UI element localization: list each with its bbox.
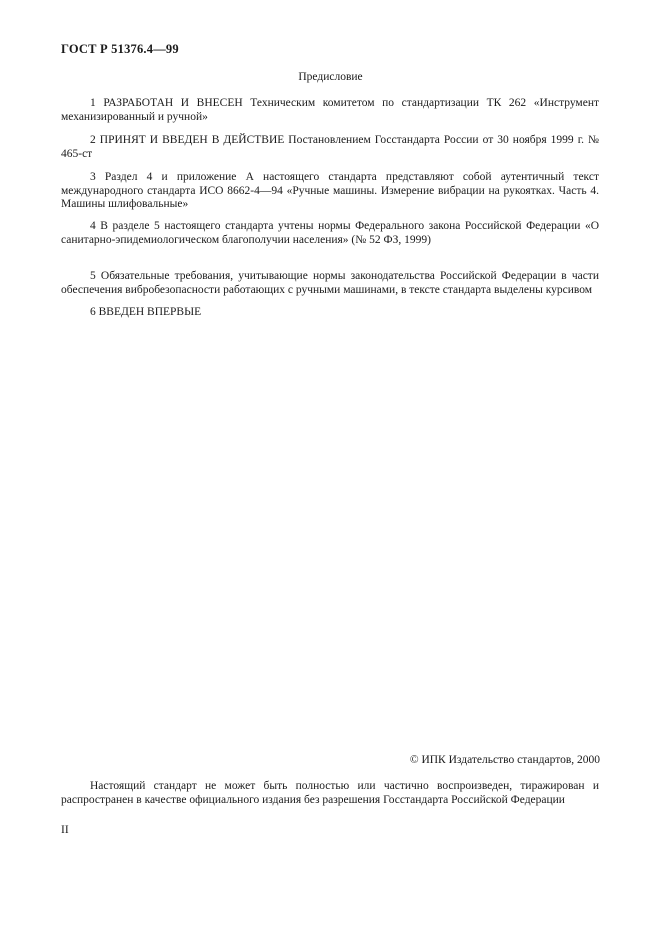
page-number: II [61, 824, 69, 836]
preface-item-1: 1 РАЗРАБОТАН И ВНЕСЕН Техническим комитетом по стандартизации ТК 262 «Инструмент механизированный и ручной» [61, 97, 599, 123]
preface-title: Предисловие [298, 71, 363, 83]
preface-item-6: 6 ВВЕДЕН ВПЕРВЫЕ [90, 306, 202, 318]
preface-item-5: 5 Обязательные требования, учитывающие нормы законодательства Российской Федерации в части обеспечения вибробезопасности работающих с ручными машинами, в тексте стандарта выделены курсивом [61, 270, 599, 296]
document-code: ГОСТ Р 51376.4—99 [61, 42, 179, 56]
preface-item-3: 3 Раздел 4 и приложение А настоящего стандарта представляют собой аутентичный текст международного стандарта ИСО 8662-4—94 «Ручные машины. Измерение вибрации на рукоятках. Часть 4. Машины шлифовальные» [61, 171, 599, 210]
copyright-notice: © ИПК Издательство стандартов, 2000 [409, 754, 600, 766]
preface-item-2: 2 ПРИНЯТ И ВВЕДЕН В ДЕЙСТВИЕ Постановлением Госстандарта России от 30 ноября 1999 г. № 465-ст [61, 134, 599, 160]
reproduction-notice: Настоящий стандарт не может быть полностью или частично воспроизведен, тиражирован и распространен в качестве официального издания без разрешения Госстандарта Российской Федерации [61, 780, 599, 806]
preface-item-4: 4 В разделе 5 настоящего стандарта учтены нормы Федерального закона Российской Федерации «О санитарно-эпидемиологическом благополучии населения» (№ 52 ФЗ, 1999) [61, 220, 599, 246]
